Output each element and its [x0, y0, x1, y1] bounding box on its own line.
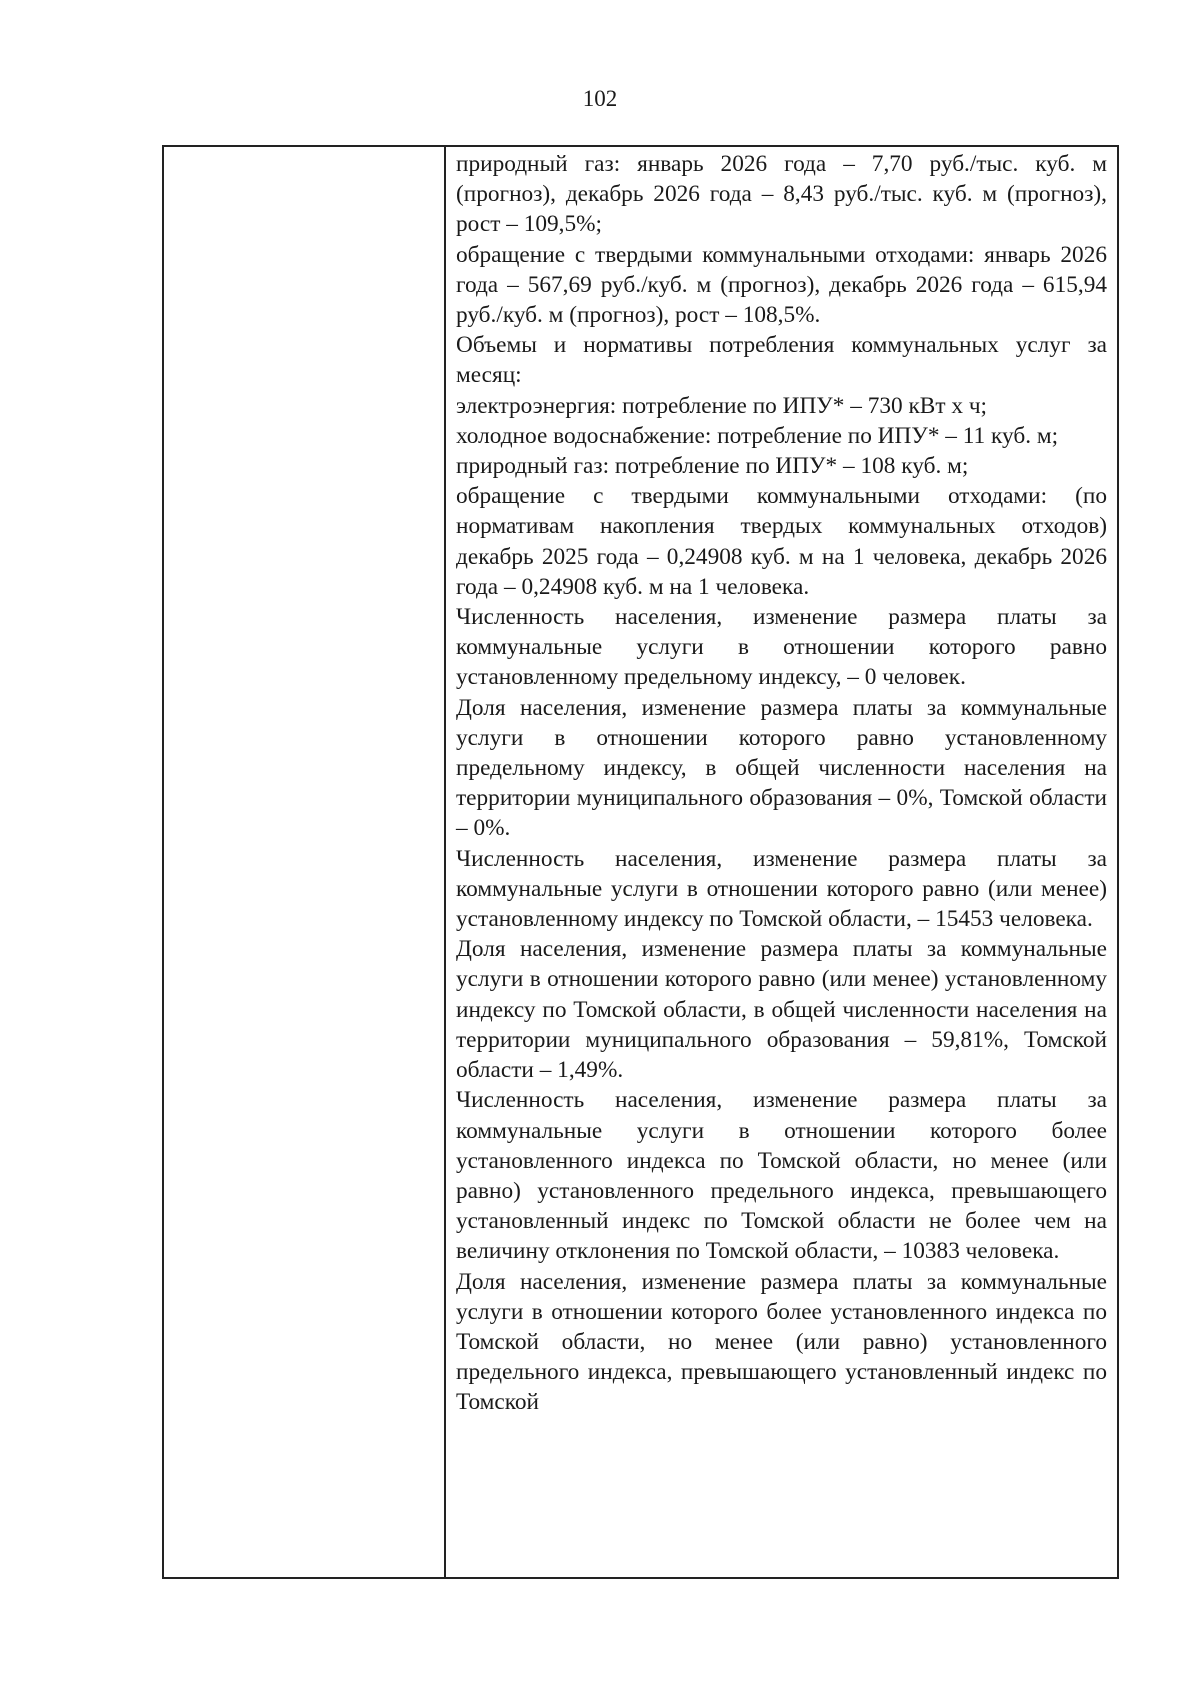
paragraph-waste-tariff: обращение с твердыми коммунальными отходами: январь 2026 года – 567,69 руб./куб. м (прогноз), декабрь 2026 года – 615,94 руб./куб. м (прогноз), рост – 108,5%. — [456, 241, 1107, 329]
table-right-cell — [446, 147, 1117, 1577]
paragraph-population-above-index: Численность населения, изменение размера платы за коммунальные услуги в отношении которого более установленного индекса по Томской области, но менее (или равно) установленного предельного индекса, превышающего установленный индекс по Томской области не более чем на величину отклонения по Томской области, – 10383 человека. — [456, 1087, 1107, 1265]
paragraph-population-at-or-below-index: Численность населения, изменение размера платы за коммунальные услуги в отношении которого равно (или менее) установленному индексу по Томской области, – 15453 человека. — [456, 845, 1107, 933]
paragraph-waste-norms: обращение с твердыми коммунальными отходами: (по нормативам накопления твердых коммунальных отходов) декабрь 2025 года – 0,24908 куб. м на 1 человека, декабрь 2026 года – 0,24908 куб. м на 1 человека. — [456, 483, 1107, 600]
table-left-cell — [164, 147, 446, 1577]
paragraph-population-at-limit-index: Численность населения, изменение размера платы за коммунальные услуги в отношении которого равно установленному предельному индексу, – 0 человек. — [456, 604, 1107, 691]
paragraph-natural-gas-tariff: природный газ: январь 2026 года – 7,70 руб./тыс. куб. м (прогноз), декабрь 2026 года – 8,43 руб./тыс. куб. м (прогноз), рост – 109,5%; — [456, 151, 1107, 238]
paragraph-share-above-index: Доля населения, изменение размера платы за коммунальные услуги в отношении которого более установленного индекса по Томской области, но менее (или равно) установленного предельного индекса, превышающего установленный индекс по Томской — [456, 1268, 1107, 1416]
paragraph-natural-gas-consumption: природный газ: потребление по ИПУ* – 108 куб. м; — [456, 453, 969, 480]
paragraph-electricity-consumption: электроэнергия: потребление по ИПУ* – 730 кВт х ч; — [456, 392, 988, 419]
paragraph-share-at-or-below-index: Доля населения, изменение размера платы за коммунальные услуги в отношении которого равно (или менее) установленному индексу по Томской области, в общей численности населения на территории муниципального образования – 59,81%, Томской области – 1,49%. — [456, 936, 1107, 1084]
paragraph-share-at-limit-index: Доля населения, изменение размера платы за коммунальные услуги в отношении которого равно установленному предельному индексу, в общей численности населения на территории муниципального образования – 0%, Томской области – 0%. — [456, 694, 1107, 842]
paragraph-cold-water-consumption: холодное водоснабжение: потребление по ИПУ* – 11 куб. м; — [456, 422, 1059, 449]
paragraph-consumption-heading: Объемы и нормативы потребления коммунальных услуг за месяц: — [456, 332, 1107, 389]
document-table — [162, 145, 1119, 1579]
page-number: 102 — [582, 86, 618, 111]
